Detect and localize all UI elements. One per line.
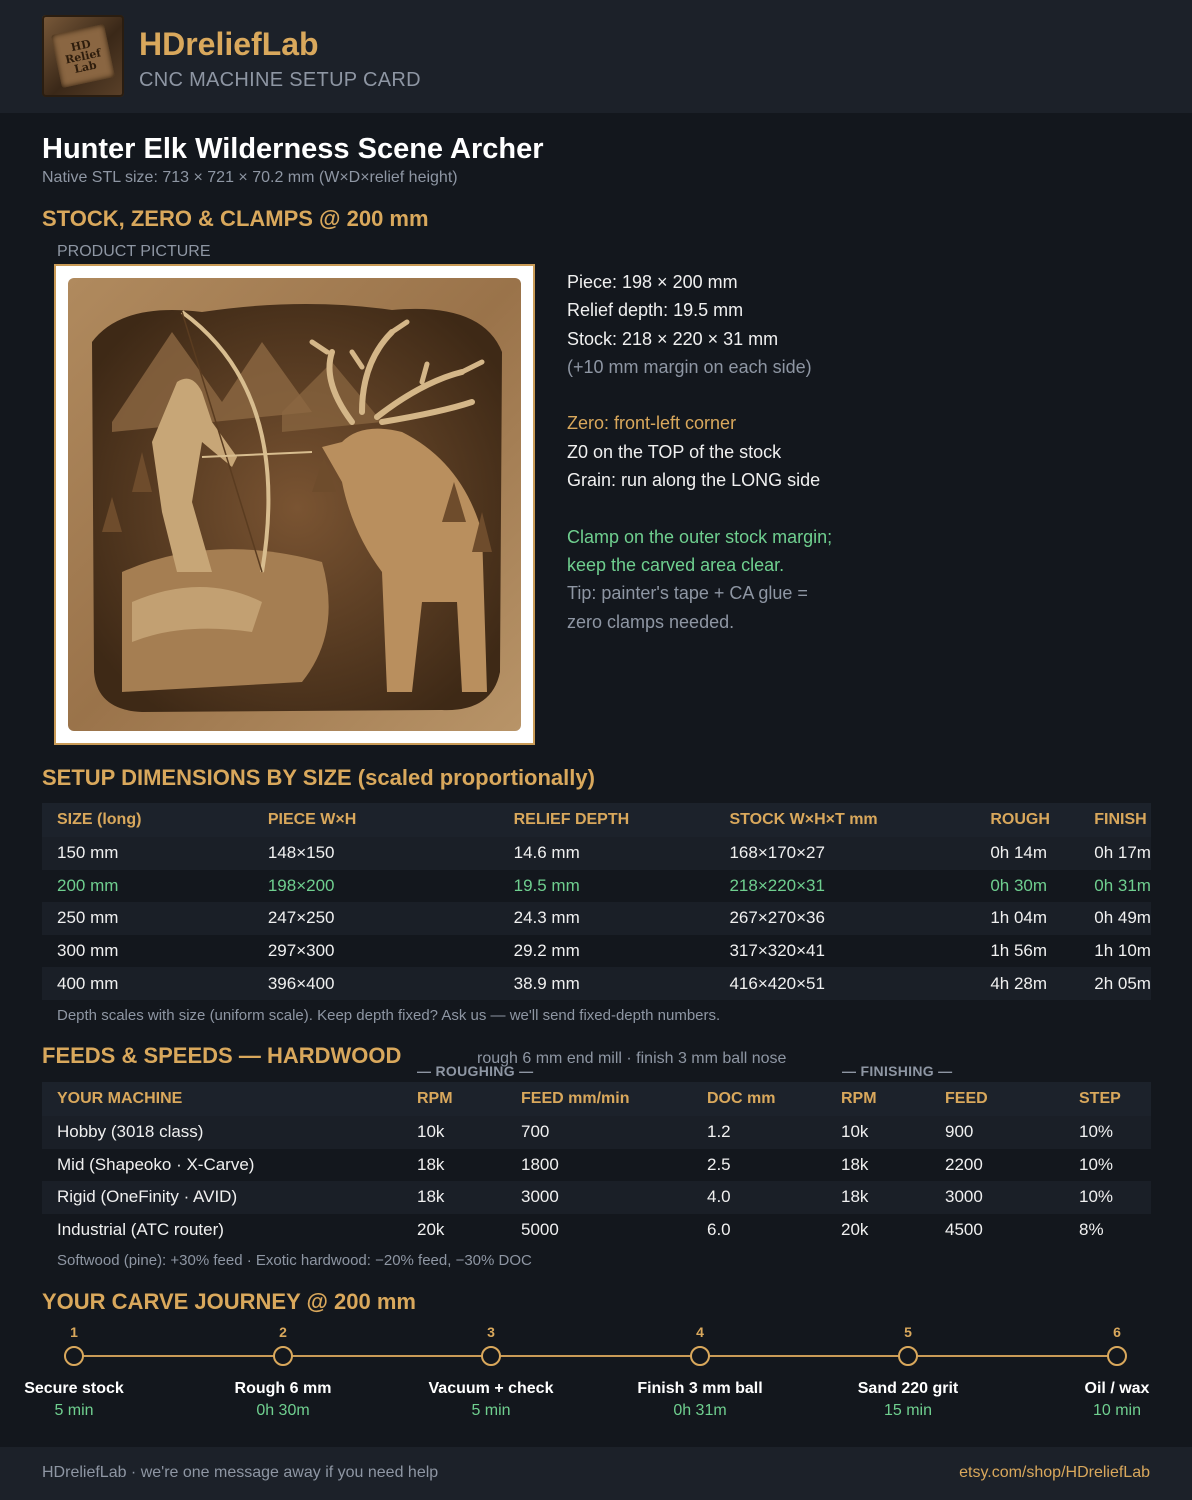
cell: 18k — [826, 1149, 930, 1182]
cell: 416×420×51 — [714, 967, 975, 1000]
cell: 250 mm — [42, 902, 253, 935]
dimensions-table — [42, 803, 1151, 1000]
product-title: Hunter Elk Wilderness Scene Archer — [42, 133, 544, 165]
cell: 198×200 — [253, 870, 499, 903]
col-relief: RELIEF DEPTH — [499, 803, 715, 837]
journey-step — [183, 1320, 383, 1420]
col-step: STEP — [1064, 1082, 1151, 1116]
z0-note: Z0 on the TOP of the stock — [567, 441, 782, 462]
col-machine: YOUR MACHINE — [42, 1082, 402, 1116]
cell: 1h 10m — [1079, 935, 1151, 968]
cell: 1800 — [506, 1149, 692, 1182]
cell: 0h 31m — [1079, 870, 1151, 903]
logo-text: HD Relief Lab — [51, 24, 115, 88]
table-row — [42, 1181, 1151, 1214]
col-size: SIZE (long) — [42, 803, 253, 837]
cell: 5000 — [506, 1214, 692, 1247]
cell: 10k — [826, 1116, 930, 1149]
journey-step — [0, 1320, 174, 1420]
table-row — [42, 1214, 1151, 1247]
cell: 218×220×31 — [714, 870, 975, 903]
journey-step — [808, 1320, 1008, 1420]
cell: 700 — [506, 1116, 692, 1149]
cell: 18k — [402, 1149, 506, 1182]
dimensions-heading: SETUP DIMENSIONS BY SIZE (scaled proportionally) — [42, 765, 595, 790]
cell: Hobby (3018 class) — [42, 1116, 402, 1149]
shop-link[interactable]: etsy.com/shop/HDreliefLab — [959, 1464, 1150, 1481]
cell: 317×320×41 — [714, 935, 975, 968]
margin-note: (+10 mm margin on each side) — [567, 356, 812, 377]
native-size: Native STL size: 713 × 721 × 70.2 mm (W×D×relief height) — [42, 169, 458, 186]
finishing-group-label: — FINISHING — — [842, 1063, 953, 1079]
relief-depth: Relief depth: 19.5 mm — [567, 300, 744, 321]
journey-step — [1017, 1320, 1192, 1420]
step-number: 2 — [279, 1324, 287, 1340]
table-row — [42, 935, 1151, 968]
cell: 3000 — [506, 1181, 692, 1214]
cell: 4h 28m — [975, 967, 1079, 1000]
cell: 20k — [826, 1214, 930, 1247]
step-label: Rough 6 mm — [234, 1380, 332, 1397]
clamp-note-1: Clamp on the outer stock margin; — [567, 526, 833, 547]
brand-subtitle: CNC MACHINE SETUP CARD — [139, 69, 421, 91]
journey-step — [600, 1320, 800, 1420]
step-marker — [898, 1346, 918, 1366]
clamp-note-2: keep the carved area clear. — [567, 554, 785, 575]
table-row — [42, 967, 1151, 1000]
step-marker — [1107, 1346, 1127, 1366]
step-marker — [690, 1346, 710, 1366]
cell: 0h 49m — [1079, 902, 1151, 935]
cell: 247×250 — [253, 902, 499, 935]
roughing-group-label: — ROUGHING — — [417, 1063, 534, 1079]
cell: 10% — [1064, 1149, 1151, 1182]
table-row — [42, 837, 1151, 870]
step-label: Oil / wax — [1084, 1380, 1150, 1397]
cell: 396×400 — [253, 967, 499, 1000]
cell: 0h 14m — [975, 837, 1079, 870]
cell: 24.3 mm — [499, 902, 715, 935]
cell: 0h 30m — [975, 870, 1079, 903]
piece-size: Piece: 198 × 200 mm — [567, 272, 738, 292]
col-rough-feed: FEED mm/min — [506, 1082, 692, 1116]
cell: 2.5 — [692, 1149, 826, 1182]
step-marker — [481, 1346, 501, 1366]
table-row-highlighted — [42, 870, 1151, 903]
cell: 8% — [1064, 1214, 1151, 1247]
col-finish-rpm: RPM — [826, 1082, 930, 1116]
step-marker — [64, 1346, 84, 1366]
cell: 148×150 — [253, 837, 499, 870]
col-rough-rpm: RPM — [402, 1082, 506, 1116]
col-finish-feed: FEED — [930, 1082, 1064, 1116]
feeds-table — [42, 1082, 1151, 1246]
cell: Mid (Shapeoko · X-Carve) — [42, 1149, 402, 1182]
cell: 6.0 — [692, 1214, 826, 1247]
cell: 267×270×36 — [714, 902, 975, 935]
picture-label: PRODUCT PICTURE — [57, 243, 211, 260]
cell: 400 mm — [42, 967, 253, 1000]
cell: 300 mm — [42, 935, 253, 968]
step-time: 0h 31m — [673, 1402, 727, 1419]
step-marker — [273, 1346, 293, 1366]
tip-note-1: Tip: painter's tape + CA glue = — [567, 583, 808, 604]
carving-image — [62, 272, 527, 737]
footer-message: HDreliefLab · we're one message away if you need help — [42, 1464, 439, 1481]
col-piece: PIECE W×H — [253, 803, 499, 837]
cell: 18k — [826, 1181, 930, 1214]
tip-note-2: zero clamps needed. — [567, 611, 735, 632]
cell: 18k — [402, 1181, 506, 1214]
cell: 1h 04m — [975, 902, 1079, 935]
col-rough: ROUGH — [975, 803, 1079, 837]
stock-heading: STOCK, ZERO & CLAMPS @ 200 mm — [42, 206, 429, 231]
footer — [0, 1447, 1192, 1500]
cell: 150 mm — [42, 837, 253, 870]
grain-note: Grain: run along the LONG side — [567, 470, 821, 491]
cell: 10% — [1064, 1116, 1151, 1149]
col-doc: DOC mm — [692, 1082, 826, 1116]
cell: 1h 56m — [975, 935, 1079, 968]
brand-logo — [42, 15, 124, 97]
header — [0, 0, 1192, 113]
cell: 2200 — [930, 1149, 1064, 1182]
step-number: 6 — [1113, 1324, 1121, 1340]
cell: 900 — [930, 1116, 1064, 1149]
feeds-heading: FEEDS & SPEEDS — HARDWOOD — [42, 1043, 402, 1068]
cell: 38.9 mm — [499, 967, 715, 1000]
step-number: 5 — [904, 1324, 912, 1340]
cell: 2h 05m — [1079, 967, 1151, 1000]
step-number: 1 — [70, 1324, 78, 1340]
step-number: 3 — [487, 1324, 495, 1340]
step-label: Secure stock — [24, 1380, 124, 1397]
step-label: Vacuum + check — [428, 1380, 554, 1397]
table-row — [42, 902, 1151, 935]
cell: 4500 — [930, 1214, 1064, 1247]
depth-note: Depth scales with size (uniform scale). Keep depth fixed? Ask us — we'll send fixed-depth numbers. — [57, 1007, 721, 1024]
cell: 0h 17m — [1079, 837, 1151, 870]
product-picture — [54, 264, 535, 745]
table-row — [42, 1149, 1151, 1182]
cell: 1.2 — [692, 1116, 826, 1149]
cell: 29.2 mm — [499, 935, 715, 968]
zero-note: Zero: front-left corner — [567, 413, 737, 434]
journey-heading: YOUR CARVE JOURNEY @ 200 mm — [42, 1289, 416, 1314]
cell: 4.0 — [692, 1181, 826, 1214]
col-stock: STOCK W×H×T mm — [714, 803, 975, 837]
cell: Rigid (OneFinity · AVID) — [42, 1181, 402, 1214]
journey-step — [391, 1320, 591, 1420]
cell: Industrial (ATC router) — [42, 1214, 402, 1247]
cell: 10% — [1064, 1181, 1151, 1214]
col-finish: FINISH — [1079, 803, 1151, 837]
step-number: 4 — [696, 1324, 704, 1340]
wood-note: Softwood (pine): +30% feed · Exotic hardwood: −20% feed, −30% DOC — [57, 1252, 532, 1269]
step-time: 10 min — [1092, 1402, 1142, 1419]
step-time: 5 min — [471, 1402, 511, 1419]
journey-timeline — [0, 1320, 1192, 1430]
stock-size: Stock: 218 × 220 × 31 mm — [567, 328, 779, 349]
cell: 200 mm — [42, 870, 253, 903]
cell: 14.6 mm — [499, 837, 715, 870]
tools-note: rough 6 mm end mill · finish 3 mm ball nose — [477, 1050, 787, 1067]
cell: 168×170×27 — [714, 837, 975, 870]
cell: 3000 — [930, 1181, 1064, 1214]
cell: 10k — [402, 1116, 506, 1149]
step-time: 0h 30m — [256, 1402, 310, 1419]
cell: 297×300 — [253, 935, 499, 968]
step-time: 15 min — [883, 1402, 933, 1419]
cell: 19.5 mm — [499, 870, 715, 903]
step-time: 5 min — [54, 1402, 94, 1419]
table-row — [42, 1116, 1151, 1149]
step-label: Sand 220 grit — [857, 1380, 959, 1397]
step-label: Finish 3 mm ball — [637, 1380, 763, 1397]
cell: 20k — [402, 1214, 506, 1247]
stock-info — [567, 268, 832, 636]
brand-name: HDreliefLab — [139, 26, 319, 62]
